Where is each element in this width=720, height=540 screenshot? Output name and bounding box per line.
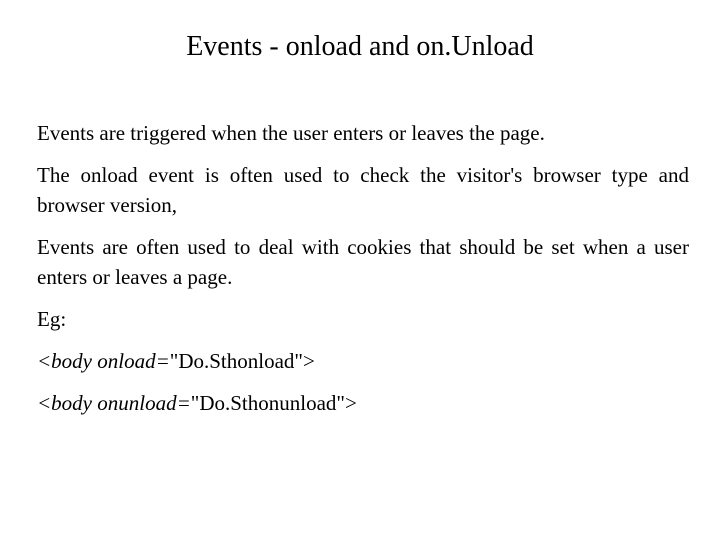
code-example-onload: [37, 346, 689, 376]
paragraph-example-label: Eg:: [37, 307, 67, 331]
paragraph-onload-usage: The onload event is often used to check the visitor's browser type and browser version,: [37, 163, 689, 217]
code-onload-tag: <body onload=: [37, 349, 170, 373]
slide-title: Events - onload and on.Unload: [186, 31, 534, 62]
paragraph-events-triggered: Events are triggered when the user enters or leaves the page.: [37, 121, 545, 145]
code-onunload-value: "Do.Sthonunload">: [190, 391, 357, 415]
slide-body: [37, 118, 689, 430]
paragraph-cookies: Events are often used to deal with cookies that should be set when a user enters or leaves a page.: [37, 235, 689, 289]
code-example-onunload: [37, 388, 689, 418]
code-onload-value: "Do.Sthonload">: [169, 349, 315, 373]
code-onunload-tag: <body onunload=: [37, 391, 191, 415]
